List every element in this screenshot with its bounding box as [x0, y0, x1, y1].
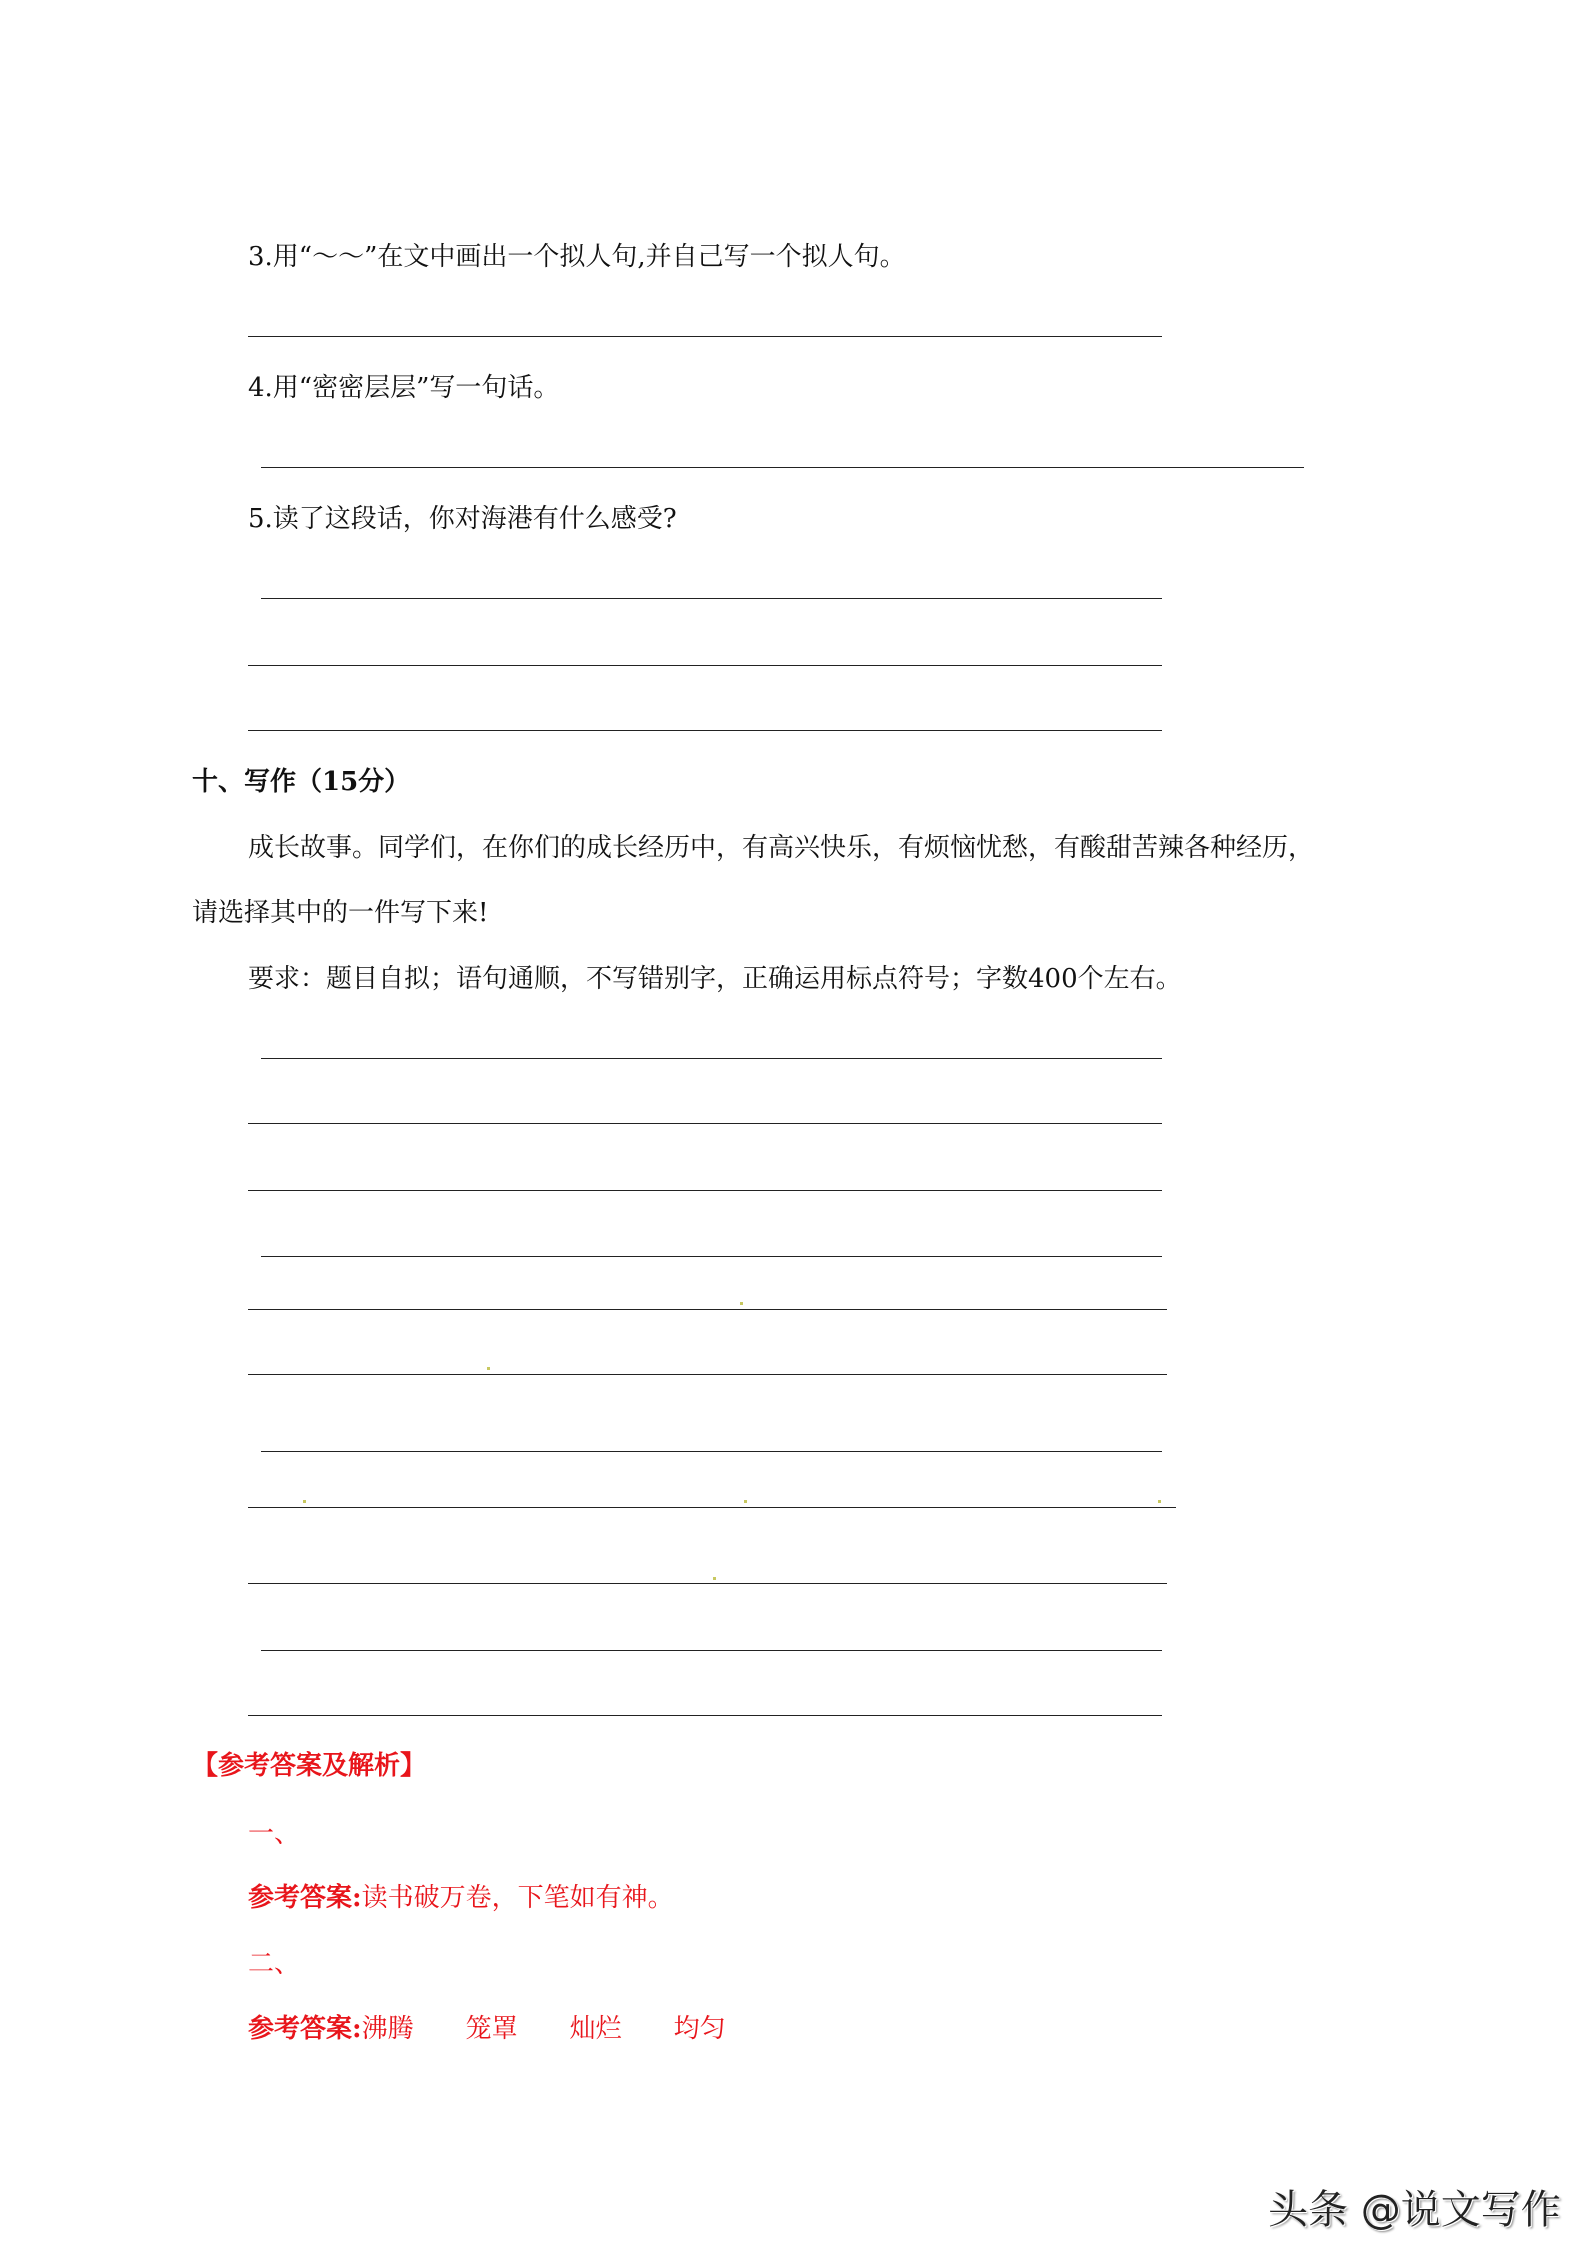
answer-line — [261, 598, 1162, 599]
question-3: 3.用“～～”在文中画出一个拟人句,并自己写一个拟人句。 — [248, 242, 906, 272]
answer-line — [261, 467, 1304, 468]
answer-word: 沸腾 — [361, 2014, 414, 2044]
watermark: 头条 @说文写作 — [1268, 2187, 1561, 2233]
writing-line — [248, 1309, 1167, 1310]
writing-line — [248, 1374, 1167, 1375]
answer-word: 灿烂 — [569, 2014, 622, 2044]
answer-line — [248, 665, 1162, 666]
question-4: 4.用“密密层层”写一句话。 — [248, 373, 560, 403]
writing-line — [248, 1715, 1162, 1716]
writing-line — [261, 1058, 1162, 1059]
answer-label: 参考答案: — [248, 2014, 362, 2044]
answer-2 — [248, 2011, 726, 2047]
writing-line — [261, 1256, 1162, 1257]
answer-label: 参考答案: — [248, 1883, 362, 1913]
answer-word: 均匀 — [673, 2014, 726, 2044]
writing-line — [248, 1123, 1162, 1124]
answer-word: 笼罩 — [465, 2014, 518, 2044]
answer-1 — [248, 1880, 674, 1916]
writing-line — [248, 1507, 1176, 1508]
writing-line — [248, 1190, 1162, 1191]
writing-line — [261, 1451, 1162, 1452]
answer-line — [248, 336, 1162, 337]
answers-heading: 【参考答案及解析】 — [192, 1751, 427, 1781]
answer-line — [248, 730, 1162, 731]
answer-content: 读书破万卷，下笔如有神。 — [361, 1883, 674, 1913]
writing-line — [248, 1583, 1167, 1584]
writing-line — [261, 1650, 1162, 1651]
writing-heading: 十、写作（15分） — [192, 767, 411, 797]
question-5: 5.读了这段话，你对海港有什么感受? — [248, 504, 677, 534]
answer-section-number: 一、 — [248, 1819, 301, 1849]
writing-requirements: 要求：题目自拟；语句通顺，不写错别字，正确运用标点符号；字数400个左右。 — [248, 964, 1182, 994]
answer-section-number: 二、 — [248, 1949, 301, 1979]
writing-prompt-cont: 请选择其中的一件写下来! — [192, 898, 489, 928]
writing-prompt: 成长故事。同学们，在你们的成长经历中，有高兴快乐，有烦恼忧愁，有酸甜苦辣各种经历， — [248, 833, 1315, 863]
